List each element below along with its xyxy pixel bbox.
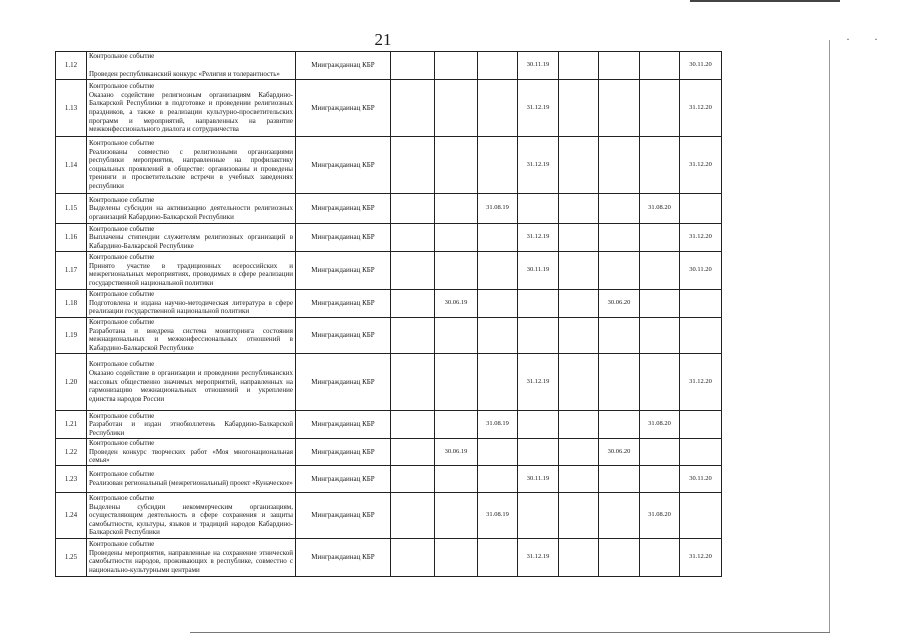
date-cell [435, 411, 478, 439]
responsible-executor: Минграждаинац КБР [296, 492, 391, 538]
date-cell: 31.08.19 [478, 193, 518, 224]
date-cell [599, 79, 640, 136]
event-header: Контрольное событие [89, 139, 155, 148]
date-cell: 30.11.20 [680, 52, 722, 80]
responsible-executor: Минграждаинац КБР [296, 438, 391, 465]
date-cell: 30.11.19 [518, 251, 559, 289]
date-cell [640, 289, 680, 317]
table-row [56, 317, 722, 353]
date-cell: 31.12.20 [680, 538, 722, 576]
date-cell [640, 224, 680, 252]
row-number: 1.19 [56, 317, 87, 353]
event-cell [87, 289, 296, 317]
event-header: Контрольное событие [89, 253, 155, 262]
table-row [56, 79, 722, 136]
date-cell [518, 438, 559, 465]
date-cell: 30.06.20 [599, 438, 640, 465]
date-cell [559, 224, 599, 252]
date-cell [391, 492, 435, 538]
date-cell [435, 317, 478, 353]
date-cell [391, 137, 435, 193]
event-header: Контрольное событие [89, 439, 155, 448]
row-number: 1.23 [56, 466, 87, 493]
row-number: 1.12 [56, 52, 87, 80]
row-number: 1.14 [56, 137, 87, 193]
date-cell: 30.11.19 [518, 52, 559, 80]
date-cell: 31.12.19 [518, 538, 559, 576]
date-cell [478, 289, 518, 317]
table-row [56, 538, 722, 576]
table-row [56, 224, 722, 252]
date-cell [559, 492, 599, 538]
date-cell [391, 438, 435, 465]
date-cell [435, 251, 478, 289]
date-cell: 31.12.19 [518, 137, 559, 193]
date-cell: 31.08.20 [640, 193, 680, 224]
event-description: Подготовлена и издана научно-методическая литература в сфере реализации государственной национальной политики [89, 298, 293, 316]
date-cell [518, 492, 559, 538]
scan-top-mark [690, 0, 840, 2]
date-cell [478, 466, 518, 493]
date-cell [391, 52, 435, 80]
date-cell [599, 251, 640, 289]
date-cell: 31.12.20 [680, 137, 722, 193]
date-cell [640, 353, 680, 410]
event-header: Контрольное событие [89, 360, 155, 369]
date-cell [559, 251, 599, 289]
date-cell [640, 466, 680, 493]
date-cell [391, 353, 435, 410]
table-row [56, 438, 722, 465]
row-number: 1.16 [56, 224, 87, 252]
date-cell: 30.11.20 [680, 251, 722, 289]
responsible-executor: Миигражданнац КБР [296, 52, 391, 80]
date-cell [599, 538, 640, 576]
date-cell [435, 137, 478, 193]
event-cell [87, 492, 296, 538]
scan-dot-mark: · [874, 32, 878, 46]
table-row [56, 466, 722, 493]
date-cell [680, 438, 722, 465]
event-cell [87, 52, 296, 80]
date-cell [478, 224, 518, 252]
date-cell [435, 79, 478, 136]
date-cell [640, 52, 680, 80]
event-cell [87, 79, 296, 136]
date-cell [391, 466, 435, 493]
event-cell [87, 251, 296, 289]
page-number: 21 [374, 30, 392, 49]
responsible-executor: Мииграждаинац КБР [296, 79, 391, 136]
date-cell [478, 317, 518, 353]
event-description: Выделены субсидии некоммерческим организациям, осуществляющим деятельность в сфере сохранения и защиты самобытности, культуры, языков и традиций народов Кабардино-Балкарской Республики [89, 502, 293, 537]
row-number: 1.13 [56, 79, 87, 136]
responsible-executor: Минграждаинац КБР [296, 137, 391, 193]
responsible-executor: Минграждаинац КБР [296, 353, 391, 410]
scan-bottom-edge [190, 632, 830, 633]
table-row [56, 289, 722, 317]
event-cell [87, 538, 296, 576]
date-cell [391, 317, 435, 353]
date-cell [559, 79, 599, 136]
scan-dot-mark: · [846, 32, 850, 46]
event-description: Разработан и издан этнобюллетень Кабардино-Балкарской Республики [89, 420, 293, 437]
responsible-executor: Минграждаинац КБР [296, 193, 391, 224]
event-description: Оказано содействие в организации и проведении республиканских массовых общественно значимых мероприятий, направленных на гармонизацию межнациональных отношений и укрепление единства народов России [89, 369, 293, 403]
date-cell [435, 224, 478, 252]
date-cell [478, 353, 518, 410]
date-cell [559, 466, 599, 493]
date-cell: 30.06.20 [599, 289, 640, 317]
date-cell [435, 52, 478, 80]
date-cell [640, 317, 680, 353]
date-cell [518, 317, 559, 353]
table-row [56, 251, 722, 289]
row-number: 1.15 [56, 193, 87, 224]
date-cell: 31.12.20 [680, 79, 722, 136]
responsible-executor: Минграждаинац КБР [296, 224, 391, 252]
date-cell: 31.08.19 [478, 492, 518, 538]
event-cell [87, 193, 296, 224]
date-cell: 31.08.19 [478, 411, 518, 439]
date-cell [599, 466, 640, 493]
event-description: Выплачены стипендии служителям религиозных организаций в Кабардино-Балкарской Республике [89, 233, 293, 250]
date-cell [599, 193, 640, 224]
responsible-executor: Минграждаинац КБР [296, 411, 391, 439]
event-description: Реализован региональный (межрегиональный) проект «Куначеское» [89, 479, 293, 488]
date-cell [599, 317, 640, 353]
row-number: 1.18 [56, 289, 87, 317]
event-header: Контрольное событие [89, 317, 155, 326]
date-cell: 30.11.20 [680, 466, 722, 493]
date-cell [559, 317, 599, 353]
event-header: Контрольное событие [89, 540, 155, 549]
date-cell [478, 137, 518, 193]
date-cell [599, 224, 640, 252]
event-description: Проведен республиканский конкурс «Религия и толерантность» [89, 69, 280, 78]
date-cell [599, 52, 640, 80]
row-number: 1.20 [56, 353, 87, 410]
responsible-executor: Минграждаинац КБР [296, 289, 391, 317]
event-description: Проведен конкурс творческих работ «Моя многонациональная семья» [89, 447, 293, 465]
date-cell [391, 538, 435, 576]
date-cell [391, 79, 435, 136]
date-cell: 31.08.20 [640, 411, 680, 439]
row-number: 1.21 [56, 411, 87, 439]
table-row [56, 137, 722, 193]
event-header: Контрольное событие [89, 290, 155, 299]
event-header: Контрольное событие [89, 470, 155, 479]
event-cell [87, 466, 296, 493]
date-cell: 30.06.19 [435, 289, 478, 317]
scan-right-edge [829, 40, 830, 632]
table-row [56, 193, 722, 224]
date-cell [559, 538, 599, 576]
event-header: Контрольное событие [89, 82, 155, 91]
date-cell [391, 193, 435, 224]
date-cell [435, 193, 478, 224]
date-cell [478, 52, 518, 80]
date-cell [391, 411, 435, 439]
date-cell [599, 353, 640, 410]
date-cell [518, 193, 559, 224]
date-cell [478, 79, 518, 136]
date-cell [640, 79, 680, 136]
event-description: Выделены субсидии на активизацию деятельности религиозных организаций Кабардино-Балкарской Республики [89, 204, 293, 221]
date-cell [680, 289, 722, 317]
table-row [56, 52, 722, 80]
date-cell: 30.11.19 [518, 466, 559, 493]
date-cell [518, 289, 559, 317]
event-header: Контрольное событие [89, 224, 155, 233]
date-cell [640, 137, 680, 193]
date-cell [518, 411, 559, 439]
event-header: Контрольное событие [89, 52, 155, 61]
event-description: Оказано содействие религиозным организациям Кабардино-Балкарской Республики в подготовке и проведении религиозных праздников, а также в реализации культурно-просветительских программ и мероприятий, направленных на развитие межконфессионального диалога и сотрудничества [89, 90, 293, 134]
date-cell: 31.08.20 [640, 492, 680, 538]
table-row [56, 353, 722, 410]
date-cell: 31.12.19 [518, 224, 559, 252]
date-cell [680, 193, 722, 224]
table-row [56, 411, 722, 439]
date-cell [640, 438, 680, 465]
event-header: Контрольное событие [89, 195, 155, 204]
row-number: 1.25 [56, 538, 87, 576]
date-cell [559, 353, 599, 410]
date-cell [599, 411, 640, 439]
event-cell [87, 317, 296, 353]
row-number: 1.17 [56, 251, 87, 289]
date-cell [391, 251, 435, 289]
event-header: Контрольное событие [89, 493, 155, 502]
event-description: Реализованы совместно с религиозными организациями республики мероприятия, направленные на профилактику социальных проявлений в обществе: организованы и проведены тренинги и просветительские встречи в учебных заведениях республики [89, 147, 293, 191]
date-cell [435, 353, 478, 410]
date-cell [478, 438, 518, 465]
date-cell [435, 466, 478, 493]
date-cell [640, 538, 680, 576]
date-cell [680, 492, 722, 538]
date-cell [599, 137, 640, 193]
date-cell [680, 411, 722, 439]
table-row [56, 492, 722, 538]
event-header: Контрольное событие [89, 411, 155, 420]
date-cell: 30.06.19 [435, 438, 478, 465]
row-number: 1.24 [56, 492, 87, 538]
date-cell [391, 224, 435, 252]
responsible-executor: Минграждаинац КБР [296, 251, 391, 289]
date-cell [559, 411, 599, 439]
event-cell [87, 137, 296, 193]
date-cell [599, 492, 640, 538]
date-cell: 31.12.20 [680, 353, 722, 410]
date-cell [559, 137, 599, 193]
date-cell [478, 538, 518, 576]
event-description: Проведены мероприятия, направленные на сохранение этнической самобытности народов, проживающих в республике, совместно с национально-культурными центрами [89, 548, 293, 575]
date-cell: 31.12.19 [518, 79, 559, 136]
date-cell [559, 193, 599, 224]
event-cell [87, 411, 296, 439]
event-description: Принято участие в традиционных всероссийских и межрегиональных мероприятиях, проводимых в сфере реализации государственной национальной политики [89, 261, 293, 287]
event-description: Разработана и внедрена система мониторинга состояния межнациональных и межконфессиональных отношений в Кабардино-Балкарской Республике [89, 326, 293, 352]
date-cell [435, 538, 478, 576]
date-cell: 31.12.20 [680, 224, 722, 252]
responsible-executor: Минграждаинац КБР [296, 538, 391, 576]
date-cell [680, 317, 722, 353]
date-cell [435, 492, 478, 538]
date-cell [391, 289, 435, 317]
date-cell: 31.12.19 [518, 353, 559, 410]
event-cell [87, 353, 296, 410]
date-cell [640, 251, 680, 289]
event-cell [87, 224, 296, 252]
date-cell [559, 438, 599, 465]
responsible-executor: Минграждаинац КБР [296, 317, 391, 353]
responsible-executor: Минграждаинац КБР [296, 466, 391, 493]
control-events-table [55, 51, 722, 577]
date-cell [478, 251, 518, 289]
row-number: 1.22 [56, 438, 87, 465]
date-cell [559, 289, 599, 317]
date-cell [559, 52, 599, 80]
event-cell [87, 438, 296, 465]
